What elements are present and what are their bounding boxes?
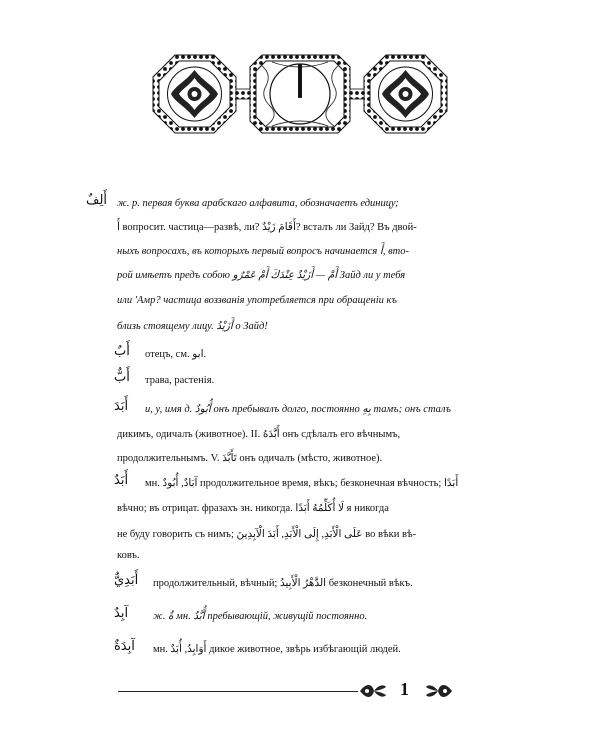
entry-headword: أَلِفٌ [86, 193, 108, 208]
entry-line: не буду говорить съ нимъ; عَلَى الْأَبَدِ, إِلَى الْأَبَدِ, أَبَدَ الْآبِدِينَ во вѣки вѣ- [117, 529, 417, 540]
page-number: 1 [400, 679, 409, 699]
entry-headword: آبِدٌ [114, 606, 129, 621]
header-alif-letter: ا [293, 58, 307, 109]
entry-line: ж. р. первая буква арабскаго алфавита, обозначаетъ единицу; [117, 198, 399, 209]
entry-line: или 'Амр? частица воззванія употребляется при обращеніи къ [117, 295, 397, 306]
entry-line: отецъ, см. ابو. [145, 349, 207, 360]
entry-headword: آبِدَةٌ [114, 639, 135, 654]
entry-line: продолжительнымъ. V. تَأَبَّدَ онъ одичалъ (мѣсто, животное). [117, 453, 383, 464]
entry-line: ковъ. [117, 550, 140, 561]
entry-headword: أَبٌّ [114, 370, 130, 385]
entry-line: вѣчно; въ отрицат. фразахъ зн. никогда. لَا أُكَلِّمُهُ أَبَدًا я никогда [117, 503, 389, 514]
page-footer [0, 675, 600, 705]
right-fleuron-icon [424, 679, 454, 703]
footer-rule [118, 691, 358, 692]
entry-line: трава, растенія. [145, 375, 215, 386]
entry-line: продолжительный, вѣчный; الدَّهْرُ الْأَبِيدُ безконечный вѣкъ. [153, 578, 413, 589]
entry-headword: أَبَدٌ [114, 473, 129, 488]
entry-headword: أَبَدِيٌّ [114, 573, 139, 588]
entry-line: ныхъ вопросахъ, въ которыхъ первый вопросъ начинается أَ, вто- [117, 246, 409, 257]
entry-line: мн. أَوَابِدُ, أُبَدٌ дикое животное, звѣрь избѣгающій людей. [153, 644, 401, 655]
entry-headword: أَبٌ [114, 344, 130, 359]
left-fleuron-icon [358, 679, 388, 703]
entry-line: дикимъ, одичалъ (животное). II. أَبَّدَهُ онъ сдѣлалъ его вѣчнымъ, [117, 429, 401, 440]
entry-line: ж. ةٌ мн. أُبَّدٌ пребывающій, живущій постоянно. [153, 611, 368, 622]
entry-line: أَ вопросит. частица—развѣ, ли? أَقَامَ زَيْدٌ? всталъ ли Зайд? Въ двой- [117, 222, 417, 233]
entry-line: рой имѣетъ предъ собою أَمْ — أَزَيْدٌ عِنْدَكَ أَمْ عَمْرٌو Зайд ли у тебя [117, 270, 406, 281]
entry-line: близь стоящему лицу. أَزَيْدُ о Зайд! [117, 321, 268, 332]
entry-headword: أَبَدَ [114, 399, 129, 414]
entry-line: и, у, имя д. أُبُودٌ онъ пребывалъ долго, постоянно بِهِ тамъ; онъ сталъ [145, 404, 451, 415]
entry-line: мн. آبَادٌ, أُبُودٌ продолжительное время, вѣкъ; безконечная вѣчность; أَبَدًا [145, 478, 459, 489]
